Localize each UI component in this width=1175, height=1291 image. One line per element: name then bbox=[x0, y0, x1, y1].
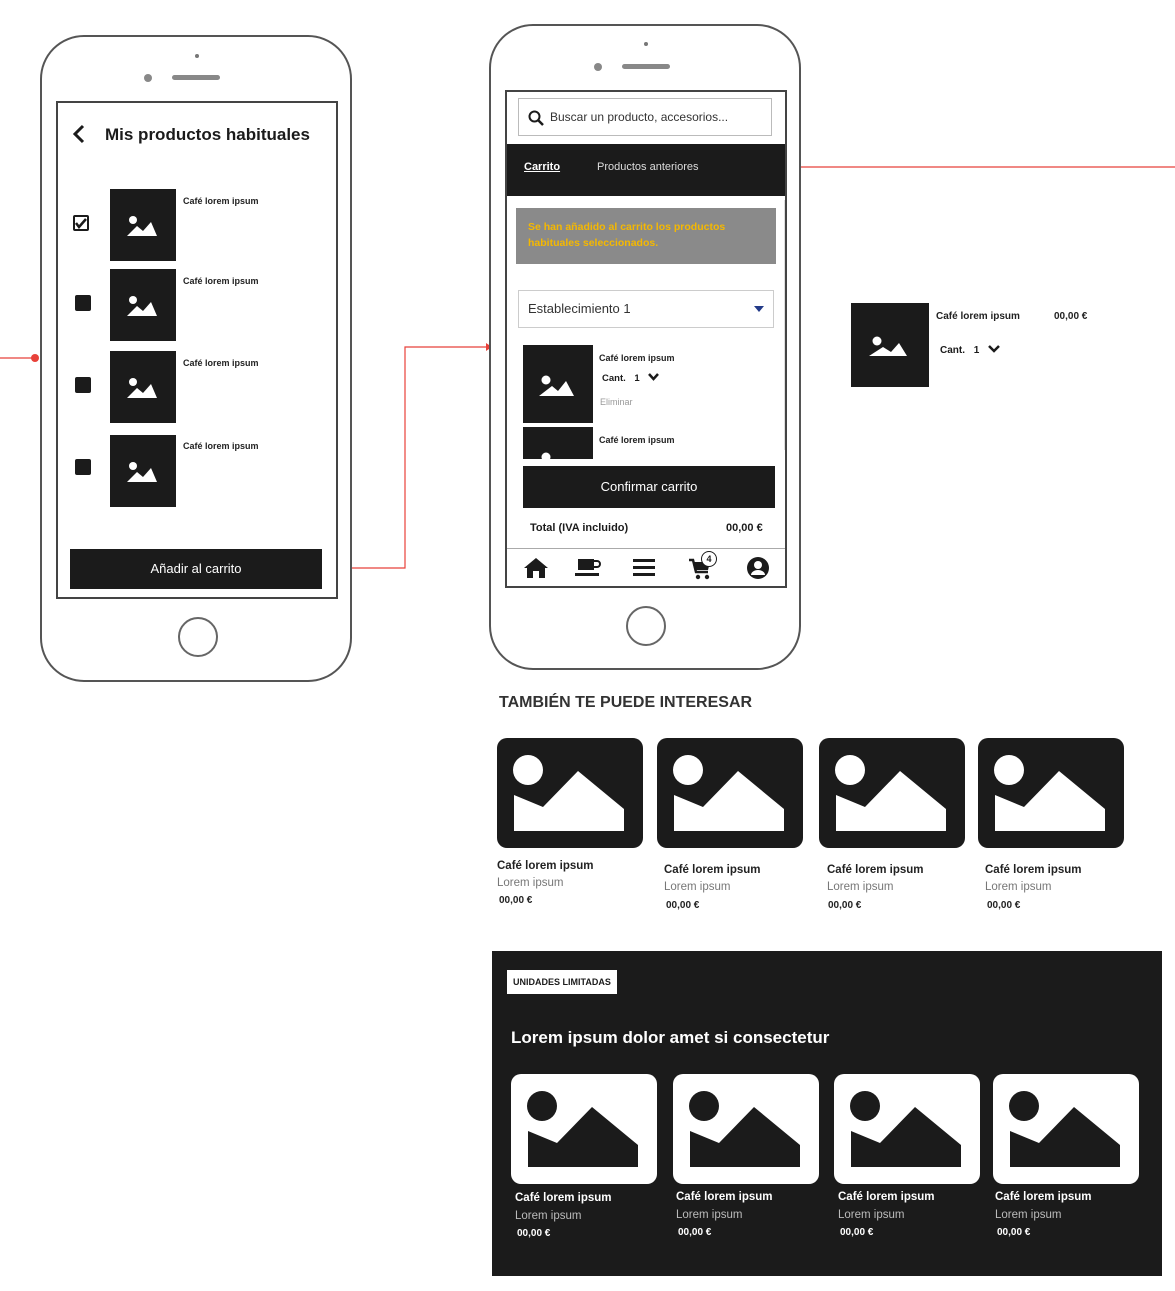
sensor-dot bbox=[644, 42, 648, 46]
back-icon[interactable] bbox=[72, 123, 86, 145]
product-price: 00,00 € bbox=[517, 1228, 551, 1239]
product-price: 00,00 € bbox=[499, 895, 533, 906]
product-name: Café lorem ipsum bbox=[599, 435, 675, 445]
home-button[interactable] bbox=[626, 606, 666, 646]
product-name: Café lorem ipsum bbox=[995, 1191, 1092, 1203]
product-subtitle: Lorem ipsum bbox=[995, 1209, 1062, 1221]
product-price: 00,00 € bbox=[840, 1227, 874, 1238]
bottom-nav bbox=[507, 548, 787, 588]
product-name: Café lorem ipsum bbox=[599, 353, 675, 363]
tab-carrito[interactable]: Carrito bbox=[524, 161, 561, 173]
screen-cart bbox=[505, 90, 787, 588]
product-name: Café lorem ipsum bbox=[664, 864, 761, 876]
camera bbox=[594, 63, 602, 71]
user-icon[interactable] bbox=[746, 556, 770, 580]
product-price: 00,00 € bbox=[828, 900, 862, 911]
qty-label: Cant. bbox=[940, 345, 965, 356]
product-image bbox=[110, 269, 176, 341]
checkbox[interactable] bbox=[75, 459, 91, 475]
qty-value: 1 bbox=[973, 345, 980, 356]
scrollbar[interactable] bbox=[784, 200, 787, 450]
product-price: 00,00 € bbox=[997, 1227, 1031, 1238]
remove-link[interactable]: Eliminar bbox=[600, 397, 633, 407]
product-subtitle: Lorem ipsum bbox=[497, 877, 564, 889]
product-name: Café lorem ipsum bbox=[838, 1191, 935, 1203]
screen-habitual bbox=[56, 101, 338, 599]
menu-icon[interactable] bbox=[633, 558, 655, 578]
speaker bbox=[622, 64, 670, 69]
tab-bar bbox=[507, 144, 787, 196]
camera bbox=[144, 74, 152, 82]
confirm-cart-button[interactable]: Confirmar carrito bbox=[523, 466, 775, 508]
product-subtitle: Lorem ipsum bbox=[838, 1209, 905, 1221]
product-image bbox=[110, 189, 176, 261]
qty-value: 1 bbox=[634, 373, 640, 384]
product-image bbox=[511, 1074, 657, 1184]
recommend-heading: TAMBIÉN TE PUEDE INTERESAR bbox=[499, 694, 753, 711]
product-image bbox=[978, 738, 1124, 848]
product-price: 00,00 € bbox=[666, 900, 700, 911]
limited-badge: UNIDADES LIMITADAS bbox=[507, 970, 617, 994]
checkbox[interactable] bbox=[75, 295, 91, 311]
qty-selector[interactable] bbox=[602, 373, 659, 384]
caret-down-icon bbox=[754, 306, 764, 312]
search-icon bbox=[528, 110, 544, 126]
product-image bbox=[497, 738, 643, 848]
store-select[interactable] bbox=[518, 290, 774, 328]
total-label: Total (IVA incluido) bbox=[530, 522, 629, 534]
phone-frame-cart bbox=[489, 24, 801, 670]
product-name: Café lorem ipsum bbox=[985, 864, 1082, 876]
qty-label: Cant. bbox=[602, 373, 626, 384]
product-name: Café lorem ipsum bbox=[183, 196, 259, 206]
search-input[interactable] bbox=[518, 98, 772, 136]
product-price: 00,00 € bbox=[987, 900, 1021, 911]
notice-text: Se han añadido al carrito los productos habituales seleccionados. bbox=[528, 221, 726, 249]
promo-heading: Lorem ipsum dolor amet si consectetur bbox=[511, 1028, 830, 1047]
search-placeholder: Buscar un producto, accesorios... bbox=[550, 110, 729, 124]
product-name: Café lorem ipsum bbox=[515, 1192, 612, 1204]
product-price: 00,00 € bbox=[678, 1227, 712, 1238]
coffee-cup-icon[interactable] bbox=[575, 558, 601, 578]
product-subtitle: Lorem ipsum bbox=[676, 1209, 743, 1221]
sensor-dot bbox=[195, 54, 199, 58]
checkbox-checked[interactable] bbox=[73, 215, 89, 231]
cart-badge: 4 bbox=[701, 551, 717, 567]
product-name: Café lorem ipsum bbox=[183, 358, 259, 368]
product-image bbox=[851, 303, 929, 387]
product-image bbox=[834, 1074, 980, 1184]
product-image bbox=[110, 435, 176, 507]
product-image bbox=[993, 1074, 1139, 1184]
product-price: 00,00 € bbox=[1054, 311, 1088, 322]
promo-section bbox=[492, 951, 1162, 1276]
product-image bbox=[819, 738, 965, 848]
product-image bbox=[110, 351, 176, 423]
qty-selector[interactable] bbox=[940, 345, 1000, 356]
phone-frame-habitual bbox=[40, 35, 352, 682]
chevron-down-icon bbox=[988, 345, 1000, 353]
product-image bbox=[673, 1074, 819, 1184]
add-to-cart-button[interactable]: Añadir al carrito bbox=[70, 549, 322, 589]
checkbox[interactable] bbox=[75, 377, 91, 393]
product-subtitle: Lorem ipsum bbox=[515, 1210, 582, 1222]
store-select-value: Establecimiento 1 bbox=[528, 301, 631, 316]
product-image bbox=[523, 427, 593, 459]
home-button[interactable] bbox=[178, 617, 218, 657]
product-name: Café lorem ipsum bbox=[676, 1191, 773, 1203]
home-icon[interactable] bbox=[524, 557, 548, 579]
product-subtitle: Lorem ipsum bbox=[664, 881, 731, 893]
product-name: Café lorem ipsum bbox=[936, 311, 1020, 322]
chevron-down-icon bbox=[648, 373, 659, 381]
page-title: Mis productos habituales bbox=[105, 125, 310, 144]
tab-productos-anteriores[interactable]: Productos anteriores bbox=[597, 161, 699, 173]
product-name: Café lorem ipsum bbox=[497, 860, 594, 872]
product-name: Café lorem ipsum bbox=[183, 276, 259, 286]
product-subtitle: Lorem ipsum bbox=[827, 881, 894, 893]
product-subtitle: Lorem ipsum bbox=[985, 881, 1052, 893]
total-value: 00,00 € bbox=[726, 522, 763, 534]
speaker bbox=[172, 75, 220, 80]
product-image bbox=[657, 738, 803, 848]
product-image bbox=[523, 345, 593, 423]
product-name: Café lorem ipsum bbox=[827, 864, 924, 876]
cart-nav[interactable] bbox=[689, 553, 719, 583]
notice-banner bbox=[516, 208, 776, 264]
product-name: Café lorem ipsum bbox=[183, 441, 259, 451]
